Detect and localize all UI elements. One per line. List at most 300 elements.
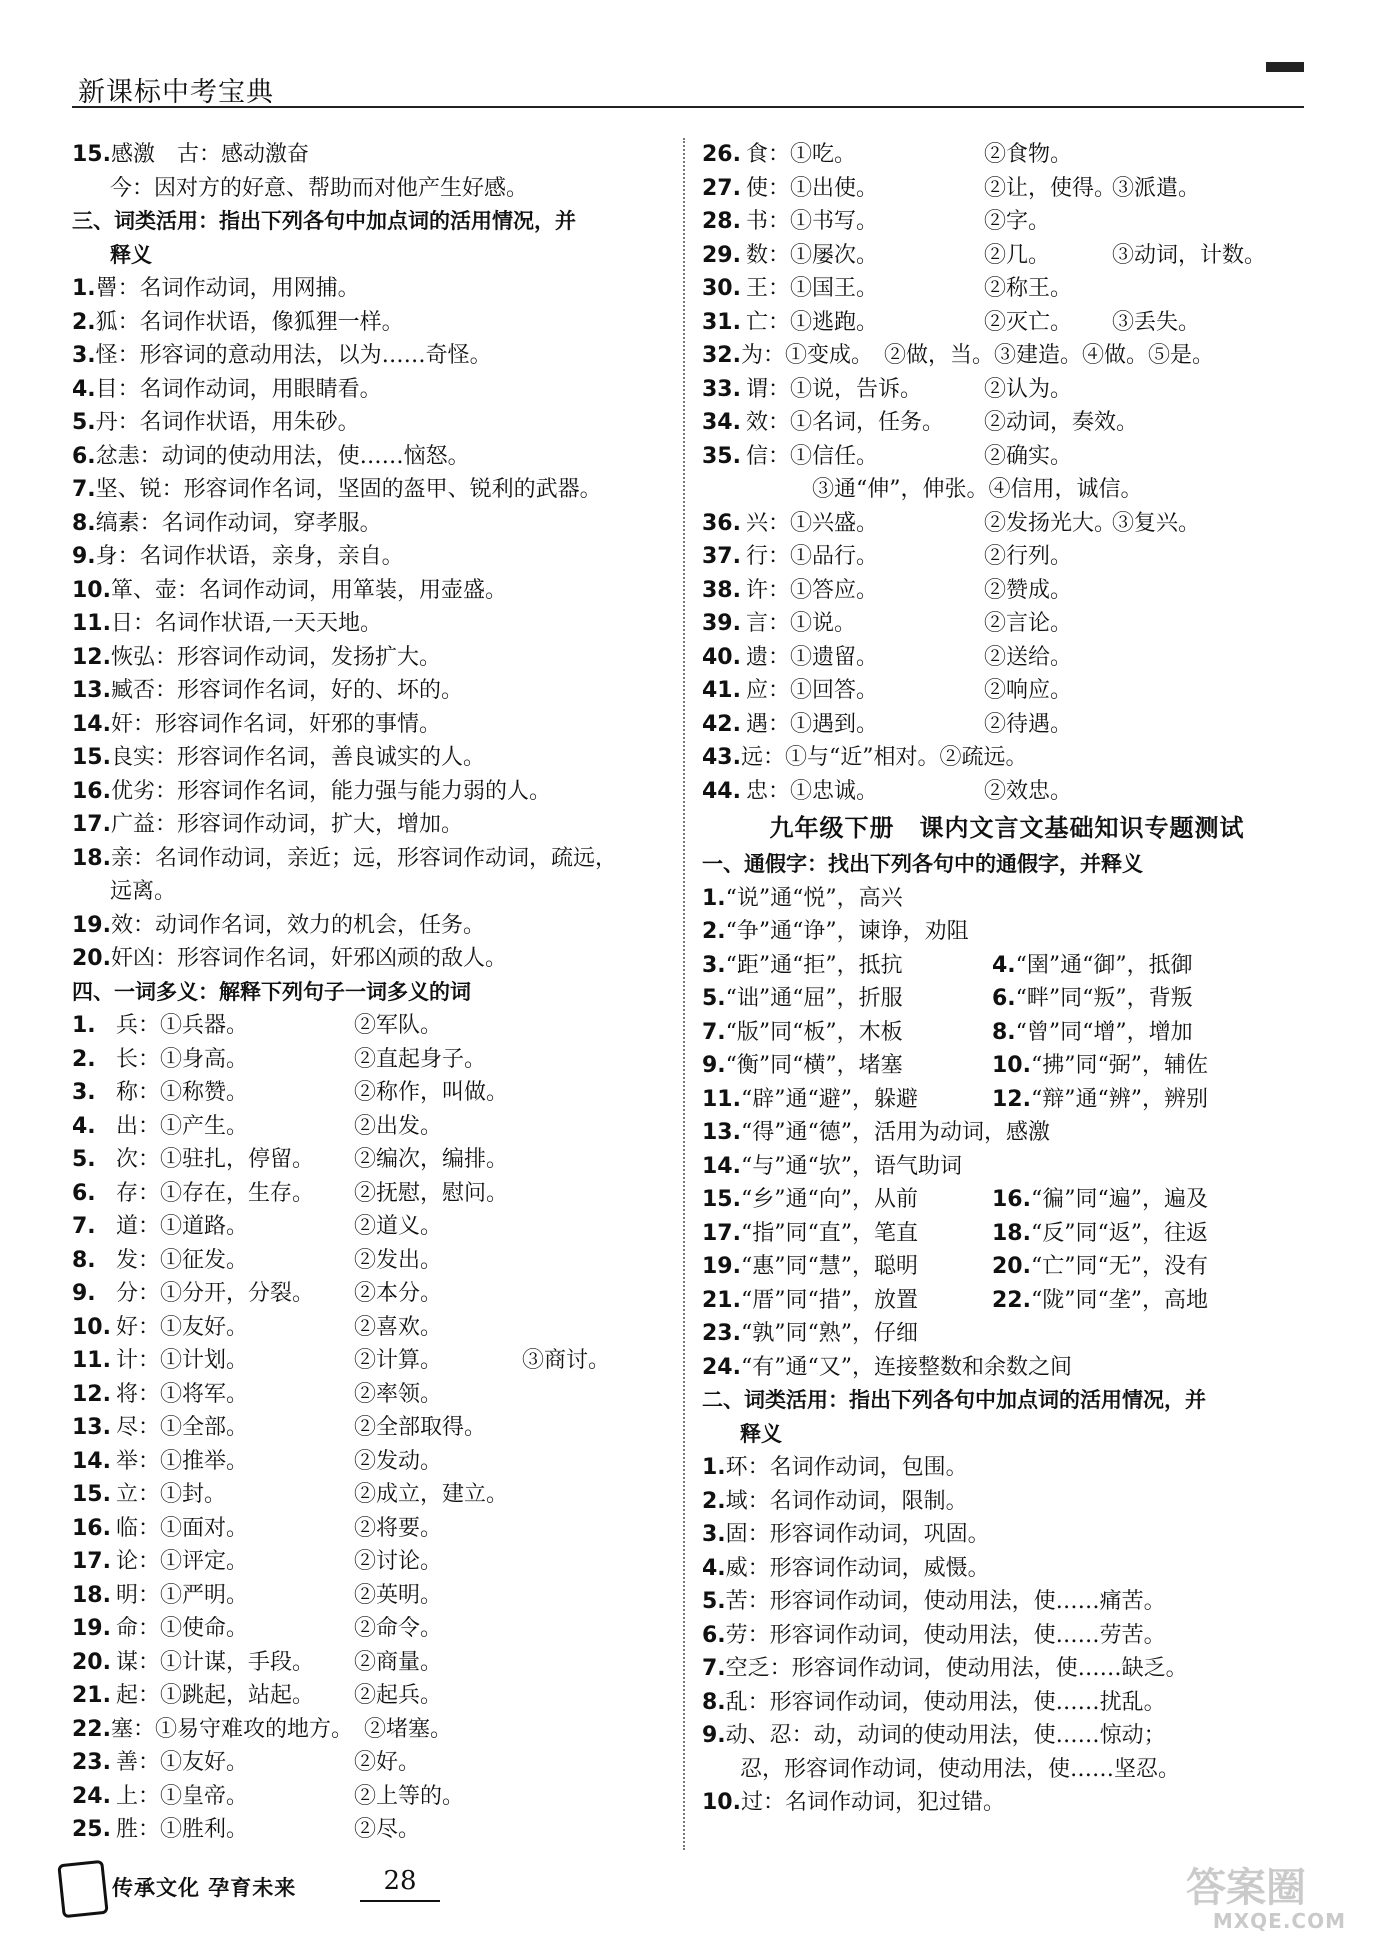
entry-line — [702, 982, 1312, 1016]
entry-line — [72, 607, 672, 641]
entry-line — [702, 373, 1312, 407]
meaning-1: 上：①皇帝。 — [116, 1783, 249, 1809]
entry-number: 18. — [72, 845, 111, 871]
meaning-2: ②命令。 — [354, 1616, 443, 1641]
entry-number: 37. — [702, 544, 741, 569]
entry-line — [72, 1244, 672, 1278]
entry-number: 31. — [702, 309, 741, 335]
meaning-2: ②称王。 — [984, 276, 1073, 301]
watermark-main: 答案圈 — [1186, 1865, 1306, 1911]
entry-line — [72, 1344, 672, 1378]
meaning-1: 发：①征发。 — [116, 1247, 249, 1273]
corner-mark — [1266, 62, 1304, 72]
entry-text: 塞：①易守难攻的地方。 ②堵塞。 — [110, 1716, 452, 1742]
meaning-1: 亡：①逃跑。 — [746, 309, 879, 335]
entry-line — [72, 306, 672, 340]
entry-text: 怪：形容词的意动用法，以为……奇怪。 — [95, 343, 492, 368]
meaning-2: ②商量。 — [354, 1649, 443, 1675]
tongjia-text: “陇”同“垄”，高地 — [1030, 1287, 1208, 1313]
entry-number: 34. — [702, 410, 741, 435]
entry-number: 2. — [72, 309, 96, 335]
meaning-3: ③商讨。 — [522, 1348, 611, 1373]
tongjia-text: “衡”同“横”，堵塞 — [725, 1053, 903, 1078]
entry-line — [702, 607, 1312, 641]
entry-line — [702, 1786, 1312, 1820]
entry-pair — [992, 1083, 1208, 1117]
entry-number: 16. — [992, 1187, 1031, 1212]
entry-line — [702, 1619, 1312, 1653]
entry-text: 坚、锐：形容词作名词，坚固的盔甲、锐利的武器。 — [95, 477, 602, 502]
entry-number: 13. — [72, 1415, 111, 1440]
entry-pair — [992, 1049, 1208, 1083]
entry-text: 奸：形容词作名词，奸邪的事情。 — [110, 711, 441, 737]
meaning-2: ②几。 — [984, 242, 1051, 268]
entry-text: 广益：形容词作动词，扩大，增加。 — [110, 812, 463, 837]
meaning-2: ②英明。 — [354, 1582, 443, 1608]
entry-text: 恢弘：形容词作动词，发扬扩大。 — [110, 644, 441, 670]
entry-text: 目：名词作动词，用眼睛看。 — [95, 376, 382, 402]
meaning-2: ②成立，建立。 — [354, 1482, 509, 1507]
entry-line — [72, 1143, 672, 1177]
tongjia-text: “争”通“诤”，谏诤，劝阻 — [725, 919, 969, 944]
entry-number: 10. — [72, 1314, 111, 1340]
meaning-2: ②动词，奏效。 — [984, 410, 1139, 435]
entry-text: 忿恚：动词的使动用法，使……恼怒。 — [95, 443, 470, 469]
section-heading: 四、一词多义：解释下列句子一词多义的词 — [72, 979, 471, 1004]
meaning-2: ②好。 — [354, 1750, 421, 1775]
entry-text: 罾：名词作动词，用网捕。 — [95, 276, 360, 301]
meaning-2: ②抚慰，慰问。 — [354, 1180, 509, 1206]
entry-number: 32. — [702, 343, 741, 368]
entry-number: 24. — [72, 1783, 111, 1809]
publisher-logo-icon — [57, 1860, 108, 1919]
meaning-2: ②称作，叫做。 — [354, 1080, 509, 1105]
entry-line — [72, 1746, 672, 1780]
entry-text: 动、忍：动，动词的使动用法，使……惊动； — [725, 1723, 1166, 1748]
entry-line — [72, 1177, 672, 1211]
entry-line — [702, 1351, 1312, 1385]
meaning-1: 信：①信任。 — [746, 443, 879, 469]
entry-number: 19. — [702, 1254, 741, 1279]
entry-number: 28. — [702, 209, 741, 234]
entry-number: 8. — [702, 1689, 726, 1715]
entry-text: 感激 古：感动激奋 — [110, 142, 309, 167]
meaning-1: 将：①将军。 — [116, 1381, 249, 1407]
entry-number: 3. — [72, 343, 96, 368]
entry-number: 9. — [702, 1723, 726, 1748]
entry-line — [702, 1016, 1312, 1050]
entry-number: 23. — [72, 1750, 111, 1775]
entry-line — [72, 1445, 672, 1479]
entry-pair — [992, 1284, 1208, 1318]
entry-line — [72, 1545, 672, 1579]
watermark-sub: MXQE.COM — [1212, 1909, 1346, 1933]
tongjia-text: “辩”通“辨”，辨别 — [1030, 1086, 1208, 1112]
entry-number: 42. — [702, 711, 741, 737]
meaning-2: ②将要。 — [354, 1515, 443, 1541]
meaning-2: ②全部取得。 — [354, 1415, 487, 1440]
tongjia-text: “得”通“德”，活用为动词，感激 — [740, 1120, 1050, 1145]
entry-line — [702, 775, 1312, 809]
meaning-1: 言：①说。 — [746, 611, 857, 636]
tongjia-text: “辟”通“避”，躲避 — [740, 1086, 918, 1112]
entry-number: 22. — [72, 1716, 111, 1742]
entry-line — [72, 507, 672, 541]
meaning-1: 次：①驻扎，停留。 — [116, 1147, 315, 1172]
meaning-1: 起：①跳起，站起。 — [116, 1683, 315, 1708]
section-title: 九年级下册 课内文言文基础知识专题测试 — [769, 814, 1245, 842]
meaning-1: 命：①使命。 — [116, 1616, 249, 1641]
entry-number: 3. — [702, 1522, 726, 1547]
entry-number: 11. — [702, 1086, 741, 1112]
entry-number: 11. — [72, 611, 111, 636]
entry-line — [702, 1585, 1312, 1619]
tongjia-text: “厝”同“措”，放置 — [740, 1287, 918, 1313]
entry-line — [702, 1217, 1312, 1251]
entry-number: 8. — [72, 510, 96, 536]
column-divider — [683, 138, 685, 1850]
meaning-1: 使：①出使。 — [746, 175, 879, 201]
section-heading: 二、词类活用：指出下列各句中加点词的活用情况，并 — [702, 1388, 1206, 1412]
entry-line — [702, 741, 1312, 775]
entry-number: 5. — [72, 1147, 96, 1172]
entry-number: 40. — [702, 644, 741, 670]
entry-number: 22. — [992, 1287, 1031, 1313]
entry-number: 11. — [72, 1348, 111, 1373]
footer-slogan: 传承文化 孕育未来 — [112, 1875, 297, 1900]
meaning-2: ②字。 — [984, 209, 1051, 234]
entry-line — [72, 473, 672, 507]
entry-text: 日：名词作状语,一天天地。 — [110, 611, 382, 636]
meaning-2: ②本分。 — [354, 1281, 443, 1306]
tongjia-text: “圉”通“御”，抵御 — [1015, 952, 1193, 978]
entry-number: 2. — [702, 1488, 726, 1514]
meaning-1: 遇：①遇到。 — [746, 711, 879, 737]
entry-line — [72, 1713, 672, 1747]
entry-number: 20. — [72, 1649, 111, 1675]
meaning-1: 书：①书写。 — [746, 209, 879, 234]
entry-line — [72, 808, 672, 842]
entry-number: 19. — [72, 1616, 111, 1641]
tongjia-text: “孰”同“熟”，仔细 — [740, 1321, 918, 1346]
entry-continuation: 忍，形容词作动词，使动用法，使……坚忍。 — [740, 1756, 1181, 1782]
tongjia-text: “指”同“直”，笔直 — [740, 1220, 918, 1246]
entry-number: 20. — [992, 1254, 1031, 1279]
entry-number: 23. — [702, 1321, 741, 1346]
entry-line — [72, 641, 672, 675]
entry-line — [702, 172, 1312, 206]
tongjia-text: “畔”同“叛”，背叛 — [1015, 986, 1193, 1011]
meaning-1: 数：①屡次。 — [746, 242, 879, 268]
meaning-2: ②发动。 — [354, 1448, 443, 1474]
meaning-1: 举：①推举。 — [116, 1448, 249, 1474]
entry-line — [702, 1652, 1312, 1686]
meaning-3: ③复兴。 — [1112, 510, 1201, 536]
entry-text: 缟素：名词作动词，穿孝服。 — [95, 510, 382, 536]
entry-number: 7. — [72, 1214, 96, 1239]
meaning-3: ③动词，计数。 — [1112, 242, 1267, 268]
entry-text: 奸凶：形容词作名词，奸邪凶顽的敌人。 — [110, 946, 507, 971]
entry-line — [72, 540, 672, 574]
meaning-1: 善：①友好。 — [116, 1750, 249, 1775]
entry-number: 6. — [702, 1622, 726, 1648]
entry-number: 2. — [72, 1046, 96, 1072]
tongjia-text: “亡”同“无”，没有 — [1030, 1254, 1208, 1279]
meaning-2: ②确实。 — [984, 443, 1073, 469]
entry-text: 苦：形容词作动词，使动用法，使……痛苦。 — [725, 1589, 1166, 1614]
entry-line — [72, 406, 672, 440]
entry-line — [702, 882, 1312, 916]
meaning-1: 出：①产生。 — [116, 1113, 249, 1139]
entry-number: 21. — [72, 1683, 111, 1708]
entry-number: 4. — [702, 1555, 726, 1581]
entry-number: 8. — [72, 1247, 96, 1273]
meaning-2: ②起兵。 — [354, 1683, 443, 1708]
meaning-2: ②待遇。 — [984, 711, 1073, 737]
entry-line — [702, 708, 1312, 742]
entry-line — [72, 1512, 672, 1546]
meaning-2: ②言论。 — [984, 611, 1073, 636]
tongjia-text: “与”通“欤”，语气助词 — [740, 1153, 962, 1179]
entry-number: 7. — [72, 477, 96, 502]
entry-number: 17. — [72, 812, 111, 837]
entry-number: 4. — [72, 1113, 96, 1139]
meaning-2: ②出发。 — [354, 1113, 443, 1139]
tongjia-text: “有”通“又”，连接整数和余数之间 — [740, 1354, 1072, 1380]
entry-number: 24. — [702, 1354, 741, 1380]
entry-number: 15. — [72, 142, 111, 167]
entry-line — [72, 1478, 672, 1512]
entry-number: 7. — [702, 1656, 726, 1681]
entry-number: 36. — [702, 510, 741, 536]
meaning-2: ②尽。 — [354, 1817, 421, 1842]
entry-text: 威：形容词作动词，威慑。 — [725, 1555, 990, 1581]
entry-line — [702, 1552, 1312, 1586]
entry-number: 39. — [702, 611, 741, 636]
entry-line — [702, 306, 1312, 340]
entry-line — [702, 1719, 1312, 1753]
entry-continuation: ③通“伸”，伸张。④信用，诚信。 — [812, 477, 1143, 502]
entry-line — [702, 507, 1312, 541]
entry-line — [702, 440, 1312, 474]
entry-line — [72, 1378, 672, 1412]
entry-line — [702, 272, 1312, 306]
entry-line — [702, 641, 1312, 675]
meaning-1: 兵：①兵器。 — [116, 1013, 249, 1038]
entry-line — [72, 1110, 672, 1144]
entry-text: 环：名词作动词，包围。 — [725, 1455, 968, 1480]
entry-number: 30. — [702, 276, 741, 301]
entry-line — [72, 138, 672, 172]
entry-line — [72, 1043, 672, 1077]
entry-line — [72, 1646, 672, 1680]
entry-number: 41. — [702, 678, 741, 703]
entry-line — [72, 674, 672, 708]
entry-line — [72, 1780, 672, 1814]
entry-text: 乱：形容词作动词，使动用法，使……扰乱。 — [725, 1689, 1166, 1715]
entry-line — [72, 339, 672, 373]
entry-line — [72, 842, 672, 876]
entry-number: 17. — [702, 1220, 741, 1246]
meaning-2: ②认为。 — [984, 376, 1073, 402]
tongjia-text: “版”同“板”，木板 — [725, 1019, 903, 1045]
entry-line — [702, 1686, 1312, 1720]
entry-number: 35. — [702, 443, 741, 469]
entry-number: 19. — [72, 912, 111, 938]
entry-line — [72, 1311, 672, 1345]
meaning-2: ②直起身子。 — [354, 1046, 487, 1072]
meaning-2: ②计算。 — [354, 1348, 443, 1373]
entry-line — [702, 1518, 1312, 1552]
entry-line — [702, 1451, 1312, 1485]
tongjia-text: “徧”同“遍”，遍及 — [1030, 1187, 1208, 1212]
entry-line — [72, 574, 672, 608]
entry-line — [702, 1150, 1312, 1184]
entry-text: 良实：形容词作名词，善良诚实的人。 — [110, 745, 485, 770]
entry-line — [72, 708, 672, 742]
meaning-2: ②道义。 — [354, 1214, 443, 1239]
entry-pair — [992, 1183, 1208, 1217]
entry-pair — [992, 1250, 1208, 1284]
meaning-1: 应：①回答。 — [746, 678, 879, 703]
entry-line — [72, 1076, 672, 1110]
page-header — [72, 62, 1304, 108]
entry-number: 26. — [702, 142, 741, 167]
entry-line — [702, 1083, 1312, 1117]
entry-line — [72, 1411, 672, 1445]
entry-number: 6. — [992, 986, 1016, 1011]
meaning-3: ③派遣。 — [1112, 175, 1201, 201]
entry-number: 16. — [72, 1515, 111, 1541]
entry-number: 9. — [72, 544, 96, 569]
page-number: 28 — [360, 1862, 440, 1902]
entry-pair — [992, 1217, 1208, 1251]
meaning-1: 王：①国王。 — [746, 276, 879, 301]
entry-number: 44. — [702, 778, 741, 804]
meaning-2: ②效忠。 — [984, 778, 1073, 804]
entry-text: 域：名词作动词，限制。 — [725, 1488, 968, 1514]
entry-line — [702, 949, 1312, 983]
meaning-1: 道：①道路。 — [116, 1214, 249, 1239]
meaning-2: ②食物。 — [984, 142, 1073, 167]
entry-number: 8. — [992, 1019, 1016, 1045]
entry-number: 17. — [72, 1549, 111, 1574]
meaning-1: 胜：①胜利。 — [116, 1817, 249, 1842]
entry-number: 15. — [72, 1482, 111, 1507]
entry-number: 33. — [702, 376, 741, 402]
entry-number: 12. — [992, 1086, 1031, 1112]
entry-number: 10. — [702, 1790, 741, 1815]
tongjia-text: “曾”同“增”，增加 — [1015, 1019, 1193, 1045]
entry-number: 1. — [702, 1455, 726, 1480]
entry-line — [702, 138, 1312, 172]
meaning-2: ②行列。 — [984, 544, 1073, 569]
entry-line — [702, 674, 1312, 708]
entry-text: 优劣：形容词作名词，能力强与能力弱的人。 — [110, 778, 551, 804]
entry-text: 臧否：形容词作名词，好的、坏的。 — [110, 678, 463, 703]
entry-line — [702, 1250, 1312, 1284]
meaning-2: ②军队。 — [354, 1013, 443, 1038]
entry-line — [702, 1485, 1312, 1519]
entry-number: 15. — [702, 1187, 741, 1212]
entry-number: 12. — [72, 1381, 111, 1407]
entry-pair — [992, 982, 1193, 1016]
meaning-1: 兴：①兴盛。 — [746, 510, 879, 536]
entry-line — [72, 1579, 672, 1613]
entry-line — [702, 205, 1312, 239]
section-heading-continued: 释义 — [740, 1421, 782, 1446]
meaning-2: ②送给。 — [984, 644, 1073, 670]
tongjia-text: “诎”通“屈”，折服 — [725, 986, 903, 1011]
tongjia-text: “反”同“返”，往返 — [1030, 1220, 1208, 1246]
entry-line — [702, 1317, 1312, 1351]
entry-line — [72, 942, 672, 976]
site-watermark — [1186, 1866, 1346, 1938]
entry-continuation: 今：因对方的好意、帮助而对他产生好感。 — [110, 175, 529, 201]
entry-pair — [992, 949, 1193, 983]
entry-number: 13. — [72, 678, 111, 703]
entry-number: 12. — [72, 644, 111, 670]
entry-number: 13. — [702, 1120, 741, 1145]
entry-text: 劳：形容词作动词，使动用法，使……劳苦。 — [725, 1622, 1166, 1648]
meaning-3: ③丢失。 — [1112, 309, 1201, 335]
entry-line — [72, 1277, 672, 1311]
entry-line — [72, 1009, 672, 1043]
entry-continuation: 远离。 — [110, 879, 177, 904]
entry-number: 6. — [72, 1180, 96, 1206]
entry-line — [72, 775, 672, 809]
meaning-1: 效：①名词，任务。 — [746, 410, 945, 435]
meaning-2: ②让，使得。 — [984, 175, 1117, 201]
entry-text: 固：形容词作动词，巩固。 — [725, 1522, 990, 1547]
entry-text: 过：名词作动词，犯过错。 — [740, 1790, 1005, 1815]
meaning-1: 尽：①全部。 — [116, 1415, 249, 1440]
entry-line — [72, 909, 672, 943]
entry-text: 箪、壶：名词作动词，用箪装，用壶盛。 — [110, 577, 507, 603]
entry-line — [72, 1813, 672, 1847]
entry-text: 丹：名词作状语，用朱砂。 — [95, 410, 360, 435]
tongjia-text: “说”通“悦”，高兴 — [725, 885, 903, 911]
entry-line — [702, 540, 1312, 574]
entry-line — [72, 1612, 672, 1646]
entry-number: 1. — [72, 276, 96, 301]
entry-line — [702, 339, 1312, 373]
meaning-1: 好：①友好。 — [116, 1314, 249, 1340]
tongjia-text: “拂”同“弼”，辅佐 — [1030, 1053, 1208, 1078]
meaning-2: ②灭亡。 — [984, 309, 1073, 335]
meaning-1: 分：①分开，分裂。 — [116, 1281, 315, 1306]
entry-line — [702, 1116, 1312, 1150]
book-title: 新课标中考宝典 — [78, 77, 274, 108]
meaning-1: 忠：①忠诚。 — [746, 778, 879, 804]
entry-line — [72, 741, 672, 775]
entry-number: 2. — [702, 919, 726, 944]
meaning-1: 谋：①计谋，手段。 — [116, 1649, 315, 1675]
right-column — [702, 138, 1312, 1820]
meaning-1: 谓：①说，告诉。 — [746, 376, 923, 402]
entry-number: 15. — [72, 745, 111, 770]
entry-number: 3. — [702, 952, 726, 978]
entry-number: 5. — [702, 1589, 726, 1614]
entry-text: 身：名词作状语，亲身，亲自。 — [95, 544, 404, 569]
meaning-1: 行：①品行。 — [746, 544, 879, 569]
section-heading: 三、词类活用：指出下列各句中加点词的活用情况，并 — [72, 209, 576, 233]
meaning-2: ②喜欢。 — [354, 1314, 443, 1340]
entry-line — [702, 574, 1312, 608]
entry-number: 4. — [72, 376, 96, 402]
entry-line — [702, 1284, 1312, 1318]
meaning-2: ②编次，编排。 — [354, 1147, 509, 1172]
